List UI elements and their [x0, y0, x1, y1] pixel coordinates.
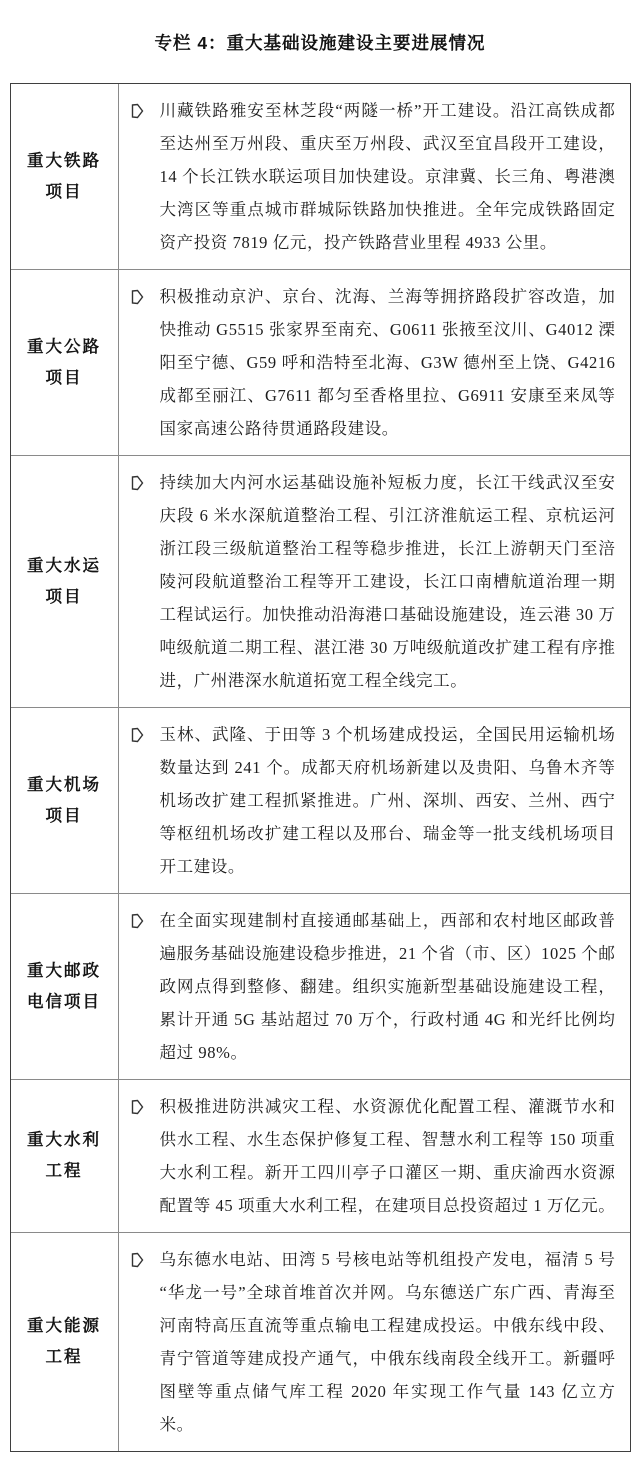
row-content-cell [119, 456, 630, 707]
pentagon-bullet-icon [131, 913, 144, 929]
row-content-cell [119, 1233, 630, 1451]
row-label: 重大能源工程 [27, 1317, 101, 1366]
page-title: 专栏 4：重大基础设施建设主要进展情况 [154, 33, 486, 53]
row-label: 重大邮政电信项目 [27, 961, 101, 1011]
row-label: 重大公路项目 [27, 337, 101, 387]
row-text: 乌东德水电站、田湾 5 号核电站等机组投产发电，福清 5 号“华龙一号”全球首堆首次并网。乌东德送广东广西、青海至河南特高压直流等重点输电工程建成投运。中俄东线中段、青宁管道等建成投产通气，中俄东线南段全线开工。新疆呼图壁等重点储气库工程 2020 年实现工作气量 143 亿立方米。 [159, 1250, 616, 1434]
row-label: 重大水运项目 [27, 556, 101, 606]
table-row [11, 84, 630, 270]
pentagon-bullet-icon [131, 1099, 144, 1115]
table-row [11, 456, 630, 708]
pentagon-bullet-icon [131, 103, 144, 119]
progress-table [10, 83, 631, 1452]
row-content-cell [119, 1080, 630, 1232]
table-row [11, 1080, 630, 1233]
row-content-cell [119, 84, 630, 269]
row-label: 重大水利工程 [27, 1131, 101, 1180]
row-text: 在全面实现建制村直接通邮基础上，西部和农村地区邮政普遍服务基础设施建设稳步推进，21 个省（市、区）1025 个邮政网点得到整修、翻建。组织实施新型基础设施建设工程，累计开通 5G 基站超过 70 万个，行政村通 4G 和光纤比例均超过 98%。 [159, 911, 616, 1062]
row-content-cell [119, 894, 630, 1079]
pentagon-bullet-icon [131, 727, 144, 743]
table-row [11, 270, 630, 456]
row-label-cell [11, 894, 119, 1079]
row-text: 积极推动京沪、京台、沈海、兰海等拥挤路段扩容改造，加快推动 G5515 张家界至南充、G0611 张掖至汶川、G4012 溧阳至宁德、G59 呼和浩特至北海、G3W 德州至上饶、G4216 成都至丽江、G7611 都匀至香格里拉、G6911 安康至来凤等国家高速公路待贯通路段建设。 [159, 287, 616, 438]
pentagon-bullet-icon [131, 289, 144, 305]
row-label-cell [11, 456, 119, 707]
table-row [11, 708, 630, 894]
pentagon-bullet-icon [131, 475, 144, 491]
row-text: 持续加大内河水运基础设施补短板力度，长江干线武汉至安庆段 6 米水深航道整治工程、引江济淮航运工程、京杭运河浙江段三级航道整治工程等稳步推进，长江上游朝天门至涪陵河段航道整治工程等开工建设，长江口南槽航道治理一期工程试运行。加快推动沿海港口基础设施建设，连云港 30 万吨级航道二期工程、湛江港 30 万吨级航道改扩建工程有序推进，广州港深水航道拓宽工程全线完工。 [159, 473, 616, 690]
table-row [11, 894, 630, 1080]
row-content-cell [119, 270, 630, 455]
row-label: 重大机场项目 [27, 775, 101, 825]
row-label-cell [11, 708, 119, 893]
pentagon-bullet-icon [131, 1252, 144, 1268]
row-text: 川藏铁路雅安至林芝段“两隧一桥”开工建设。沿江高铁成都至达州至万州段、重庆至万州段、武汉至宜昌段开工建设，14 个长江铁水联运项目加快建设。京津冀、长三角、粤港澳大湾区等重点城市群城际铁路加快推进。全年完成铁路固定资产投资 7819 亿元，投产铁路营业里程 4933 公里。 [159, 101, 616, 252]
row-label-cell [11, 84, 119, 269]
table-row [11, 1233, 630, 1451]
row-label-cell [11, 1080, 119, 1232]
row-content-cell [119, 708, 630, 893]
row-text: 玉林、武隆、于田等 3 个机场建成投运，全国民用运输机场数量达到 241 个。成都天府机场新建以及贵阳、乌鲁木齐等机场改扩建工程抓紧推进。广州、深圳、西安、兰州、西宁等枢纽机场改扩建工程以及邢台、瑞金等一批支线机场项目开工建设。 [159, 725, 616, 876]
row-label-cell [11, 270, 119, 455]
row-label-cell [11, 1233, 119, 1451]
row-text: 积极推进防洪减灾工程、水资源优化配置工程、灌溉节水和供水工程、水生态保护修复工程、智慧水利工程等 150 项重大水利工程。新开工四川亭子口灌区一期、重庆渝西水资源配置等 45 项重大水利工程，在建项目总投资超过 1 万亿元。 [159, 1097, 616, 1215]
row-label: 重大铁路项目 [27, 151, 101, 201]
